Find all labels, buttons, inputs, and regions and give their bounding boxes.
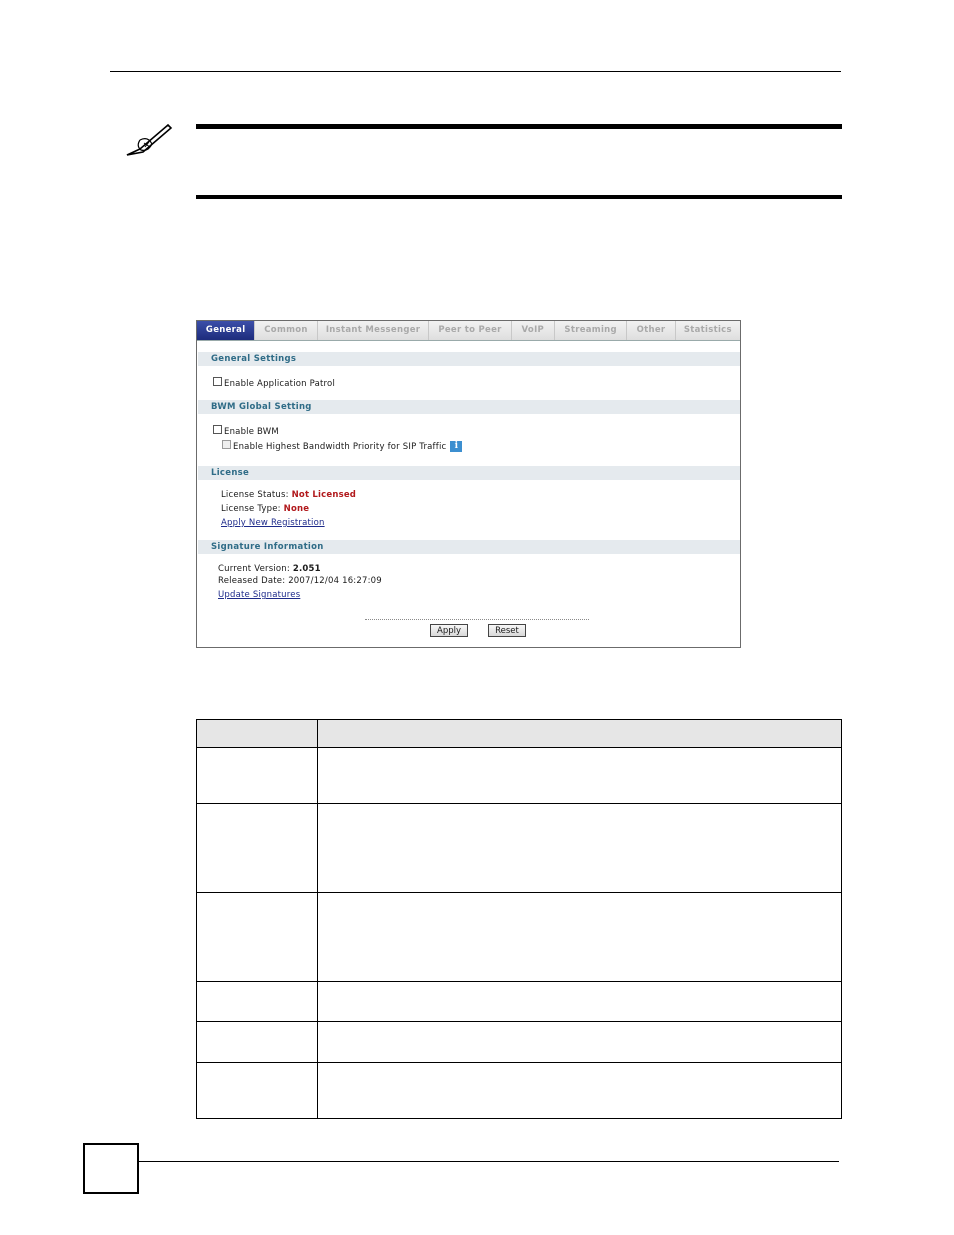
table-row xyxy=(197,982,842,1022)
enable-sip-label: Enable Highest Bandwidth Priority for SIP Traffic xyxy=(233,442,447,452)
table-header-row xyxy=(197,720,842,748)
signature-released-row xyxy=(218,576,382,586)
license-status-row xyxy=(221,490,356,500)
apply-button[interactable]: Apply xyxy=(430,624,468,637)
tab-common[interactable]: Common xyxy=(255,321,317,340)
footer-rule xyxy=(139,1161,839,1162)
enable-bwm-row xyxy=(213,427,279,437)
tab-general[interactable]: General xyxy=(197,321,255,340)
field-description-table xyxy=(196,719,842,1119)
page-number-box xyxy=(83,1143,139,1194)
update-signatures-link[interactable]: Update Signatures xyxy=(218,590,301,600)
tab-statistics[interactable]: Statistics xyxy=(676,321,740,340)
button-separator xyxy=(365,619,589,620)
note-pencil-icon xyxy=(124,122,174,162)
table-row xyxy=(197,748,842,804)
enable-app-patrol-label: Enable Application Patrol xyxy=(224,379,336,389)
enable-app-patrol-row xyxy=(213,379,335,389)
signature-version-row xyxy=(218,564,321,574)
signature-released-value: 2007/12/04 16:27:09 xyxy=(288,576,382,586)
tab-other[interactable]: Other xyxy=(627,321,675,340)
enable-sip-checkbox[interactable] xyxy=(222,440,231,449)
section-bwm-global: BWM Global Setting xyxy=(198,400,740,414)
license-type-row xyxy=(221,504,309,514)
app-patrol-general-screen xyxy=(196,320,741,648)
apply-registration-link[interactable]: Apply New Registration xyxy=(221,518,325,528)
info-icon[interactable]: i xyxy=(450,441,462,452)
table-row xyxy=(197,804,842,893)
section-signature: Signature Information xyxy=(198,540,740,554)
enable-app-patrol-checkbox[interactable] xyxy=(213,377,222,386)
tab-peer-to-peer[interactable]: Peer to Peer xyxy=(429,321,511,340)
note-bottom-bar xyxy=(196,195,842,199)
section-license: License xyxy=(198,466,740,480)
tab-streaming[interactable]: Streaming xyxy=(555,321,627,340)
table-row xyxy=(197,1022,842,1063)
license-status-label: License Status: xyxy=(221,490,289,500)
license-type-label: License Type: xyxy=(221,504,281,514)
note-top-bar xyxy=(196,124,842,129)
enable-bwm-checkbox[interactable] xyxy=(213,425,222,434)
tab-voip[interactable]: VoIP xyxy=(512,321,556,340)
reset-button[interactable]: Reset xyxy=(488,624,526,637)
header-rule xyxy=(110,71,841,72)
tab-bar xyxy=(197,321,740,341)
license-type-value: None xyxy=(283,504,310,514)
tab-instant-messenger[interactable]: Instant Messenger xyxy=(318,321,430,340)
signature-version-value: 2.051 xyxy=(292,564,321,574)
license-status-value: Not Licensed xyxy=(291,490,357,500)
table-row xyxy=(197,893,842,982)
enable-sip-row xyxy=(222,441,462,452)
table-row xyxy=(197,1063,842,1119)
signature-version-label: Current Version: xyxy=(218,564,290,574)
section-general-settings: General Settings xyxy=(198,352,740,366)
signature-released-label: Released Date: xyxy=(218,576,286,586)
enable-bwm-label: Enable BWM xyxy=(224,427,279,437)
